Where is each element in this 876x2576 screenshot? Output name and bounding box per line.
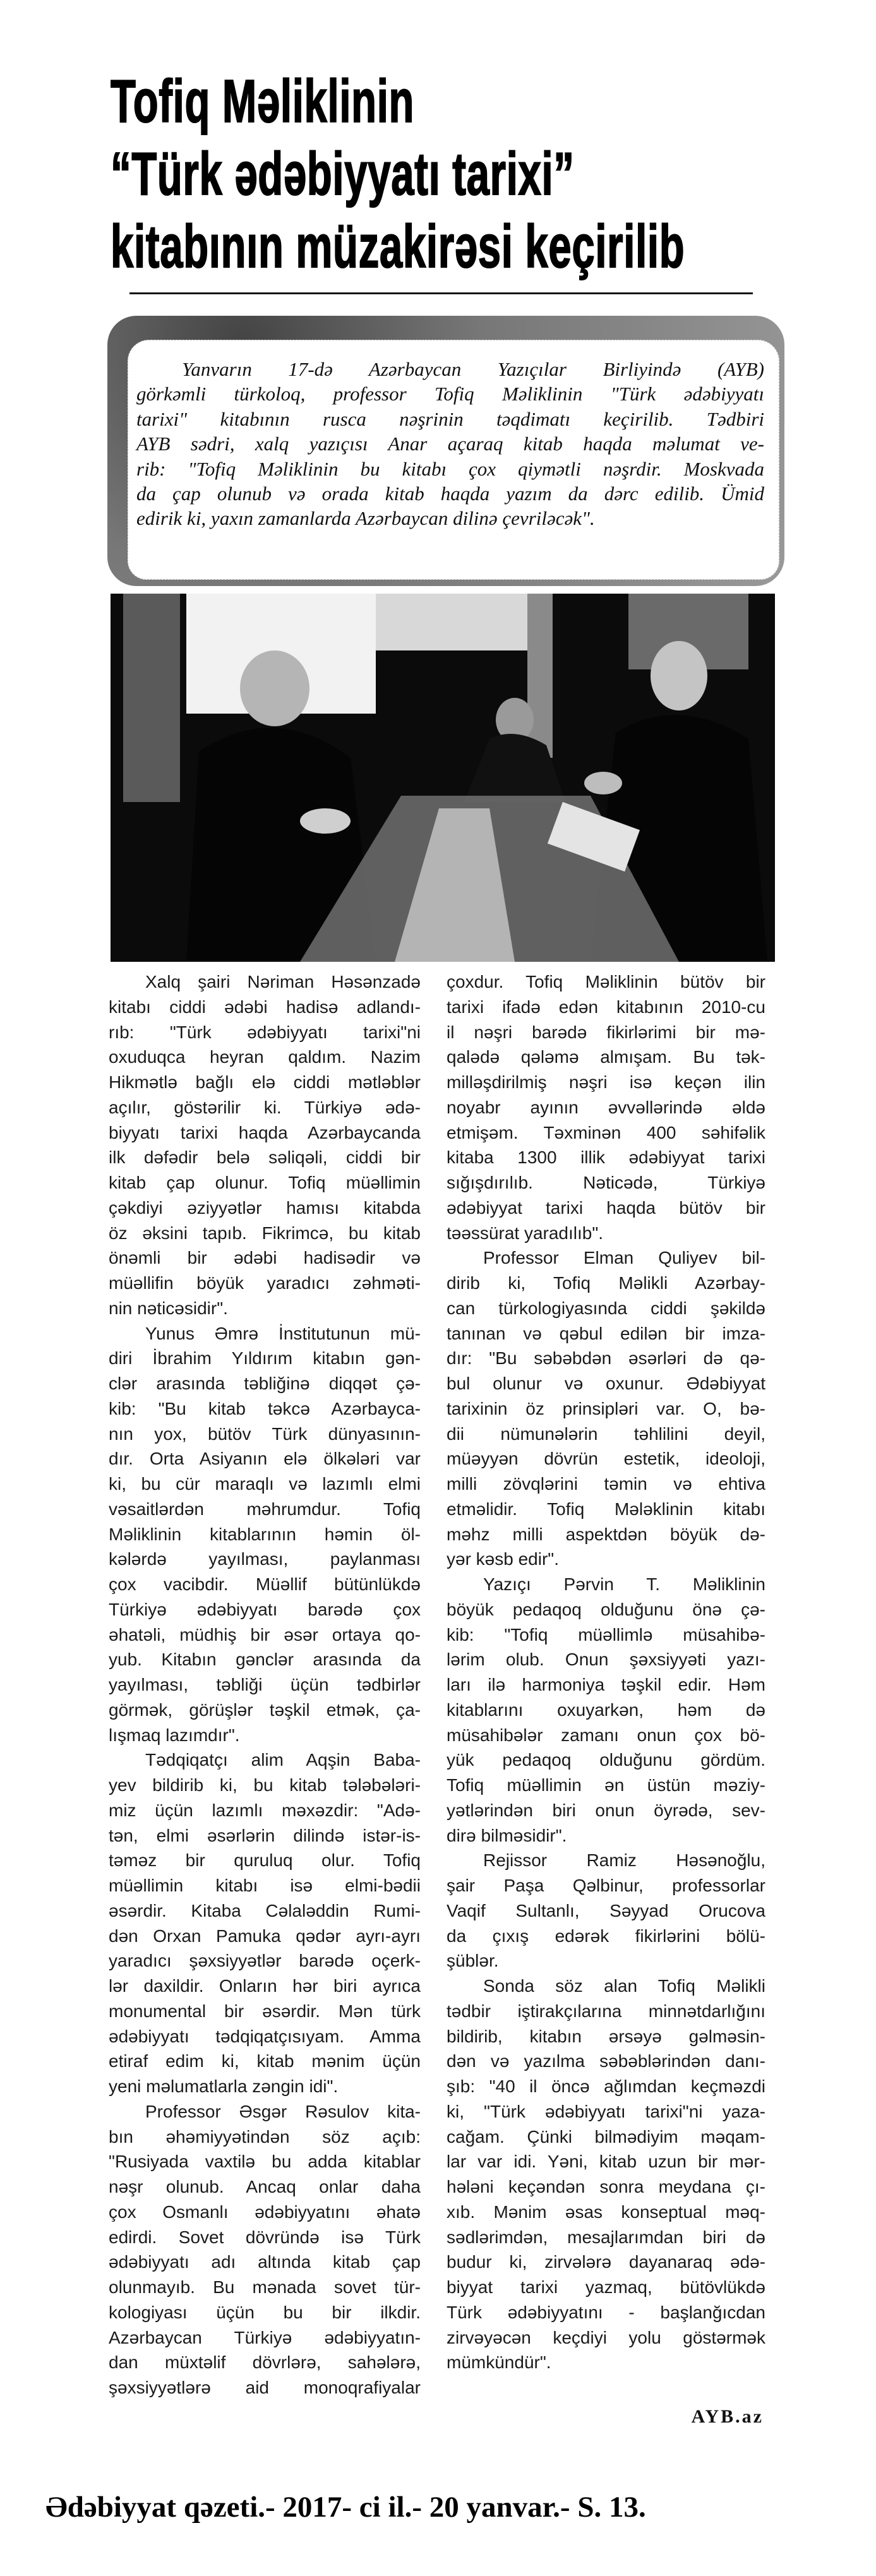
text-line: ilk dəfədir belə səliqəli, ciddi bir bbox=[109, 1147, 421, 1168]
text-line: etməlidir. Tofiq Mələklinin kitabı bbox=[447, 1499, 765, 1519]
text-line: Türk ədəbiyyatını - başlanğıcdan bbox=[447, 2302, 765, 2322]
text-line: Tədqiqatçı alim Aqşin Baba- bbox=[145, 1750, 421, 1770]
text-line: tədbir iştirakçılarına minnətdarlığını bbox=[447, 2001, 765, 2021]
text-line: Məliklinin kitablarının həmin öl- bbox=[109, 1524, 421, 1544]
text-line: olunmayıb. Bu mənada sovet tür- bbox=[109, 2277, 421, 2297]
text-line: böyük pedaqoq olduğunu önə çə- bbox=[447, 1599, 765, 1619]
lead-line: tarixi" kitabının rusca nəşrinin təqdimatı keçirilib. Tədbiri bbox=[136, 407, 764, 430]
text-line: çox vacibdir. Müəllif bütünlükdə bbox=[109, 1574, 421, 1594]
text-line: bul olunur və oxunur. Ədəbiyyat bbox=[447, 1374, 765, 1393]
text-line: can türkologiyasında ciddi şəkildə bbox=[447, 1298, 765, 1318]
headline-divider bbox=[129, 292, 753, 294]
text-line: lışmaq lazımdır". bbox=[109, 1725, 240, 1745]
text-line: Sonda söz alan Tofiq Məlikli bbox=[483, 1976, 765, 1996]
text-line: budur ki, zirvələrə dayanaraq ədə- bbox=[447, 2252, 765, 2272]
lead-line: da çap olunub və orada kitab haqda yazım da dərc edilib. Ümid bbox=[136, 482, 764, 505]
text-line: clər arasında təbliğinə diqqət çə- bbox=[109, 1374, 421, 1393]
text-line: dır. Orta Asiyanın elə ölkələri var bbox=[109, 1449, 421, 1469]
text-line: dən Orxan Pamuka qədər ayrı-ayrı bbox=[109, 1926, 421, 1946]
text-line: miz üçün lazımlı məxəzdir: "Adə- bbox=[109, 1800, 421, 1820]
text-line: kitaba 1300 illik ədəbiyyat tarixi bbox=[447, 1147, 765, 1168]
text-line: diri İbrahim Yıldırım kitabın gən- bbox=[109, 1348, 421, 1369]
text-line: dii nümunələrin təhlilini deyil, bbox=[447, 1423, 765, 1444]
text-line: əsərdir. Kitaba Cəlaləddin Rumi- bbox=[109, 1900, 421, 1920]
headline-line: Tofiq Məliklinin bbox=[111, 68, 415, 135]
text-line: milləşdirilmiş nəşri isə keçən ilin bbox=[447, 1072, 765, 1092]
text-line: sədlərimdən, mesajlarımdan biri də bbox=[447, 2227, 765, 2247]
text-line: Azərbaycan Türkiyə ədəbiyyatın- bbox=[109, 2327, 421, 2347]
text-line: ları ilə harmoniya təşkil edir. Həm bbox=[447, 1675, 765, 1694]
text-line: cağam. Çünki bilmədiyim məqam- bbox=[447, 2126, 765, 2147]
text-line: şıb: "40 il öncə ağlımdan keçməzdi bbox=[447, 2076, 765, 2096]
text-line: lərim olub. Onun şəxsiyyəti yazı- bbox=[447, 1650, 765, 1670]
article-paragraph bbox=[109, 2099, 421, 2400]
text-line: ədəbiyyatı tədqiqatçısıyam. Amma bbox=[109, 2026, 421, 2046]
text-line: müəyyən dövrün estetik, ideoloji, bbox=[447, 1449, 765, 1469]
text-line: tarixinin öz prinsipləri var. O, bə- bbox=[447, 1398, 765, 1418]
text-line: açılır, göstərilir ki. Türkiyə ədə- bbox=[109, 1097, 421, 1117]
text-line: dən və yazılma səbəblərindən danı- bbox=[447, 2051, 765, 2071]
text-line: ki, bu cür maraqlı və lazımlı elmi bbox=[109, 1474, 421, 1494]
article-paragraph bbox=[447, 1245, 765, 1572]
text-line: ədəbiyyat tarixi haqda bütöv bir bbox=[447, 1197, 765, 1218]
text-line: milli zövqlərini təmin və ehtiva bbox=[447, 1474, 765, 1494]
text-line: monumental bir əsərdir. Mən türk bbox=[109, 2001, 421, 2021]
text-line: biyyatı tarixi haqda Azərbaycanda bbox=[109, 1122, 421, 1142]
text-line: zirvəyəcən keçdiyi yolu göstərmək bbox=[447, 2327, 765, 2347]
text-line: Türkiyə ədəbiyyatı barədə çox bbox=[109, 1599, 421, 1619]
text-line: nın yox, bütöv Türk dünyasının- bbox=[109, 1423, 421, 1444]
text-column-right bbox=[447, 969, 765, 2375]
text-line: Tofiq müəllimin ən üstün məziy- bbox=[447, 1775, 765, 1795]
lead-line: Yanvarın 17-də Azərbaycan Yazıçılar Birliyində (AYB) bbox=[182, 358, 764, 380]
text-line: Xalq şairi Nəriman Həsənzadə bbox=[145, 972, 421, 991]
text-line: əhatəli, müdhiş bir əsər ortaya qo- bbox=[109, 1624, 421, 1644]
photo-image bbox=[111, 594, 775, 962]
article-paragraph bbox=[109, 969, 421, 1321]
text-line: Professor Elman Quliyev bil- bbox=[483, 1248, 765, 1268]
article-paragraph bbox=[109, 1747, 421, 2099]
text-line: müsahibələr zamanı onun çox bö- bbox=[447, 1725, 765, 1745]
text-line: da çıxış edərək fikirlərini bölü- bbox=[447, 1926, 765, 1946]
text-line: yayılması, təbliği üçün tədbirlər bbox=[109, 1675, 421, 1694]
text-line: Rejissor Ramiz Həsənoğlu, bbox=[483, 1850, 765, 1871]
article-headline bbox=[111, 65, 805, 283]
publication-citation: Ədəbiyyat qəzeti.- 2017- ci il.- 20 yanvar.- S. 13. bbox=[45, 2491, 646, 2524]
lead-paragraph bbox=[136, 357, 764, 531]
event-photo bbox=[111, 594, 775, 962]
text-line: dan müxtəlif dövrlərə, sahələrə, bbox=[109, 2352, 421, 2373]
text-line: yətlərindən biri onun öyrədə, sev- bbox=[447, 1800, 765, 1820]
text-line: mümkündür". bbox=[447, 2352, 551, 2373]
text-line: şair Paşa Qəlbinur, professorlar bbox=[447, 1876, 765, 1895]
text-line: dirib ki, Tofiq Məlikli Azərbay- bbox=[447, 1273, 765, 1293]
article-paragraph bbox=[109, 1321, 421, 1748]
article-paragraph bbox=[447, 1974, 765, 2375]
text-line: yub. Kitabın gənclər arasında da bbox=[109, 1650, 421, 1670]
text-line: yev bildirib ki, bu kitab tələbələri- bbox=[109, 1775, 421, 1795]
text-line: görmək, görüşlər təşkil etmək, ça- bbox=[109, 1699, 421, 1720]
text-line: müəllifin böyük yaradıcı zəhməti- bbox=[109, 1273, 421, 1293]
person-head bbox=[240, 650, 309, 726]
text-line: lər daxildir. Onların hər biri ayrıca bbox=[109, 1976, 421, 1996]
text-column-left bbox=[109, 969, 421, 2400]
window-center bbox=[376, 594, 527, 650]
text-line: yük pedaqoq olduğunu gördüm. bbox=[447, 1750, 765, 1770]
text-line: kitablarını oxuyarkən, həm də bbox=[447, 1699, 765, 1720]
text-line: Hikmətlə bağlı elə ciddi mətləblər bbox=[109, 1072, 421, 1092]
text-line: lar var idi. Yəni, kitab uzun bir mər- bbox=[447, 2152, 765, 2172]
text-line: Yunus Əmrə İnstitutunun mü- bbox=[145, 1323, 421, 1343]
text-line: şüblər. bbox=[447, 1951, 499, 1971]
curtain-left bbox=[123, 594, 180, 802]
text-line: bın əhəmiyyətindən söz açıb: bbox=[109, 2126, 421, 2147]
text-line: biyyat tarixi yazmaq, bütövlükdə bbox=[447, 2277, 765, 2297]
text-line: Yazıçı Pərvin T. Məliklinin bbox=[483, 1574, 765, 1594]
text-line: kib: "Tofiq müəllimlə müsahibə- bbox=[447, 1624, 765, 1644]
text-line: il nəşri barədə fikirlərimi bir mə- bbox=[447, 1022, 765, 1042]
article-paragraph bbox=[447, 969, 765, 1245]
text-line: dirə bilməsidir". bbox=[447, 1825, 567, 1845]
text-line: təməz bir quruluq olur. Tofiq bbox=[109, 1850, 421, 1871]
text-line: hələni keçəndən sonra meydana çı- bbox=[447, 2177, 765, 2196]
text-line: kitabı ciddi ədəbi hadisə adlandı- bbox=[109, 997, 421, 1017]
text-line: kələrdə yayılması, paylanması bbox=[109, 1549, 421, 1569]
text-line: yaradıcı şəxsiyyətlər barədə oçerk- bbox=[109, 1951, 421, 1971]
text-line: oxuduqca heyran qaldım. Nazim bbox=[109, 1047, 421, 1067]
text-line: rıb: "Türk ədəbiyyatı tarixi"ni bbox=[109, 1022, 421, 1042]
text-line: qalədə qələmə almışam. Bu tək- bbox=[447, 1047, 765, 1067]
headline-line: kitabının müzakirəsi keçirilib bbox=[111, 213, 685, 280]
article-paragraph bbox=[447, 1848, 765, 1974]
text-line: "Rusiyada vaxtilə bu adda kitablar bbox=[109, 2152, 421, 2172]
text-line: tən, elmi əsərlərin dilində istər-is- bbox=[109, 1825, 421, 1845]
text-line: çox Osmanlı ədəbiyyatını əhatə bbox=[109, 2202, 421, 2222]
text-line: etiraf edim ki, kitab mənim üçün bbox=[109, 2051, 421, 2071]
text-line: noyabr ayının əvvəllərində əldə bbox=[447, 1097, 765, 1117]
lead-line: edirik ki, yaxın zamanlarda Azərbaycan dilinə çevriləcək". bbox=[136, 507, 595, 530]
text-line: Professor Əsgər Rəsulov kita- bbox=[145, 2101, 421, 2121]
lead-line: görkəmli türkoloq, professor Tofiq Məliklinin "Türk ədəbiyyatı bbox=[136, 383, 764, 405]
text-line: bildirib, kitabın ərsəyə gəlməsin- bbox=[447, 2026, 765, 2046]
lead-line: AYB sədri, xalq yazıçısı Anar açaraq kitab haqda məlumat ve- bbox=[136, 433, 764, 455]
headline-line: “Türk ədəbiyyatı tarixi” bbox=[111, 140, 575, 208]
text-line: müəllimin kitabı isə elmi-bədii bbox=[109, 1876, 421, 1895]
text-line: öz əksini tapıb. Fikrimcə, bu kitab bbox=[109, 1223, 421, 1243]
text-line: kitab çap olunur. Tofiq müəllimin bbox=[109, 1173, 421, 1192]
text-line: etmişəm. Təxminən 400 səhifəlik bbox=[447, 1122, 765, 1142]
text-line: tanınan və qəbul edilən bir imza- bbox=[447, 1323, 765, 1343]
text-line: dır: "Bu səbəbdən əsərləri də qə- bbox=[447, 1348, 765, 1369]
text-line: tarixi ifadə edən kitabının 2010-cu bbox=[447, 997, 765, 1017]
text-line: xıb. Mənim əsas konseptual məq- bbox=[447, 2202, 765, 2222]
text-line: nin nəticəsidir". bbox=[109, 1298, 228, 1318]
source-credit: AYB.az bbox=[691, 2406, 764, 2427]
person-head bbox=[651, 641, 707, 710]
text-line: çoxdur. Tofiq Məliklinin bütöv bir bbox=[447, 972, 765, 991]
text-line: sığışdırılıb. Nəticədə, Türkiyə bbox=[447, 1173, 765, 1192]
text-line: çəkdiyi əziyyətlər hamısı kitabda bbox=[109, 1197, 421, 1218]
text-line: məhz milli aspektdən böyük də- bbox=[447, 1524, 765, 1544]
text-line: önəmli bir ədəbi hadisədir və bbox=[109, 1248, 421, 1268]
text-line: ədəbiyyatı adı altında kitab çap bbox=[109, 2252, 421, 2272]
text-line: təəssürat yaradılıb". bbox=[447, 1223, 604, 1243]
text-line: kib: "Bu kitab təkcə Azərbayca- bbox=[109, 1398, 421, 1418]
article-paragraph bbox=[447, 1572, 765, 1848]
text-line: nəşr olunub. Ancaq onlar daha bbox=[109, 2177, 421, 2196]
text-line: vəsaitlərdən məhrumdur. Tofiq bbox=[109, 1499, 421, 1519]
text-line: şəxsiyyətlərə aid monoqrafiyalar bbox=[109, 2378, 421, 2397]
lead-line: rib: "Tofiq Məliklinin bu kitabı çox qiymətli nəşrdir. Moskvada bbox=[136, 457, 764, 480]
text-line: yeni məlumatlarla zəngin idi". bbox=[109, 2076, 339, 2096]
text-line: edirdi. Sovet dövründə isə Türk bbox=[109, 2227, 421, 2247]
text-line: Vaqif Sultanlı, Səyyad Orucova bbox=[447, 1900, 765, 1920]
text-line: kologiyası üçün bu bir ilkdir. bbox=[109, 2302, 421, 2322]
text-line: ki, "Türk ədəbiyyatı tarixi"ni yaza- bbox=[447, 2101, 765, 2121]
text-line: yər kəsb edir". bbox=[447, 1549, 560, 1569]
